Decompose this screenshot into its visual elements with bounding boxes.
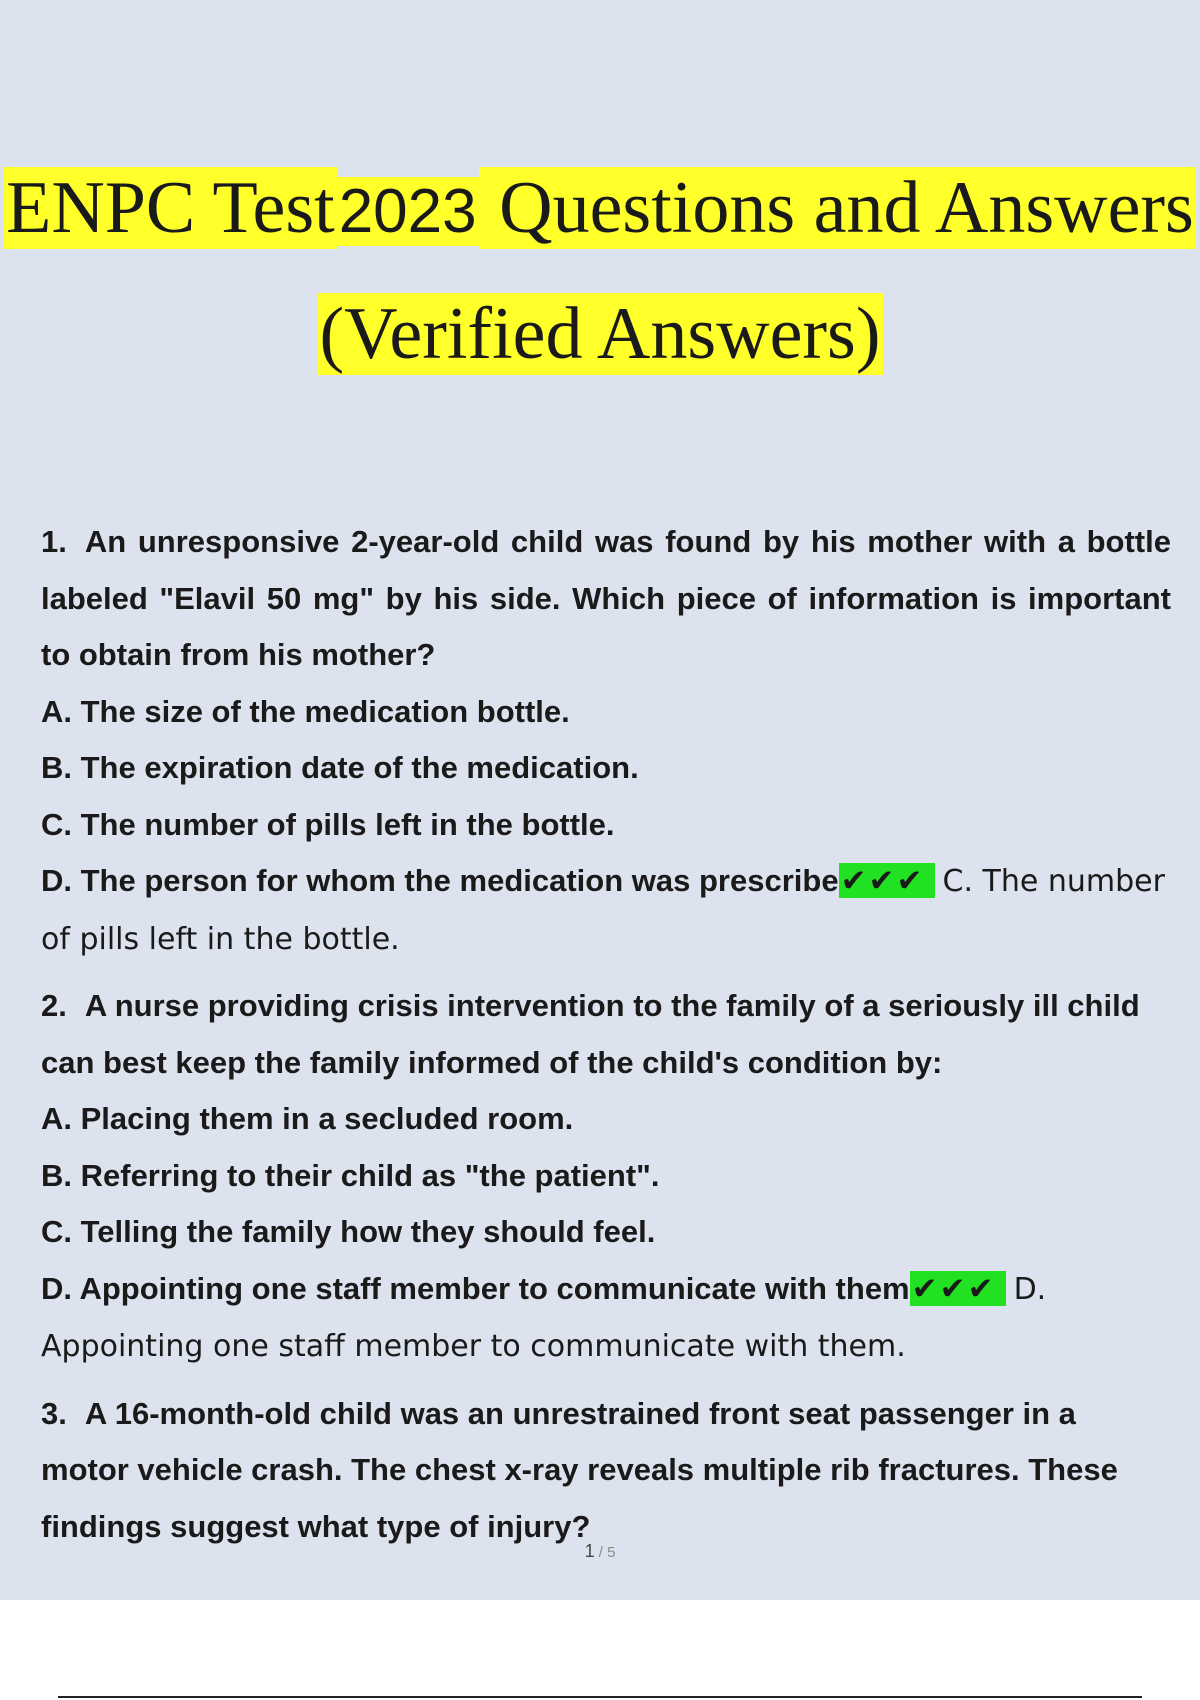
question-text xyxy=(41,514,1171,684)
option-a: A. The size of the medication bottle. xyxy=(41,693,570,729)
verified-answer: D. Appointing one staff member to communicate with them. xyxy=(41,1271,1047,1364)
option-d-with-answer xyxy=(41,1261,1171,1376)
question-text xyxy=(41,978,1171,1091)
title-subtitle: (Verified Answers) xyxy=(319,293,881,375)
question-1 xyxy=(41,514,1171,968)
question-2 xyxy=(41,978,1171,1376)
question-body: An unresponsive 2-year-old child was found by his mother with a bottle labeled "Elavil 50 mg" by his side. Which piece of information is important to obtain from his mother? xyxy=(41,524,1171,672)
question-body: A 16-month-old child was an unrestrained front seat passenger in a motor vehicle crash. The chest x-ray reveals multiple rib fractures. These findings suggest what type of injury? xyxy=(41,1395,1118,1544)
option-d: D. The person for whom the medication was prescribe xyxy=(41,863,839,898)
question-3 xyxy=(41,1386,1171,1556)
question-body: A nurse providing crisis intervention to the family of a seriously ill child can best keep the family informed of the child's condition by: xyxy=(41,988,1140,1080)
document-title-line-1 xyxy=(0,166,1200,254)
page-indicator xyxy=(0,1541,1200,1562)
page-current: 1 xyxy=(584,1541,595,1561)
title-year: 2023 xyxy=(338,177,477,246)
option-b: B. Referring to their child as "the patient". xyxy=(41,1157,660,1193)
title-highlight: ENPC Test xyxy=(6,167,335,249)
question-number: 1. xyxy=(41,524,67,559)
page-total: / 5 xyxy=(594,1544,616,1561)
bottom-divider xyxy=(58,1696,1142,1698)
option-b: B. The expiration date of the medication. xyxy=(41,750,639,785)
question-number: 2. xyxy=(41,988,67,1023)
title-highlight-rest: Questions and Answers xyxy=(480,167,1194,249)
option-a: A. Placing them in a secluded room. xyxy=(41,1101,574,1136)
question-text xyxy=(41,1386,1171,1556)
checkmark-icon: ✔✔✔ xyxy=(839,863,935,898)
option-c: C. Telling the family how they should feel. xyxy=(41,1214,656,1249)
document-title-line-2 xyxy=(0,292,1200,376)
option-c: C. The number of pills left in the bottle. xyxy=(41,806,615,842)
checkmark-icon: ✔✔✔ xyxy=(910,1271,1006,1306)
option-d: D. Appointing one staff member to communicate with them xyxy=(41,1270,910,1306)
questions-list xyxy=(41,514,1171,1555)
option-d-with-answer xyxy=(41,853,1171,968)
question-number: 3. xyxy=(41,1395,67,1431)
verified-answer: C. The number of pills left in the bottle. xyxy=(41,864,1165,957)
